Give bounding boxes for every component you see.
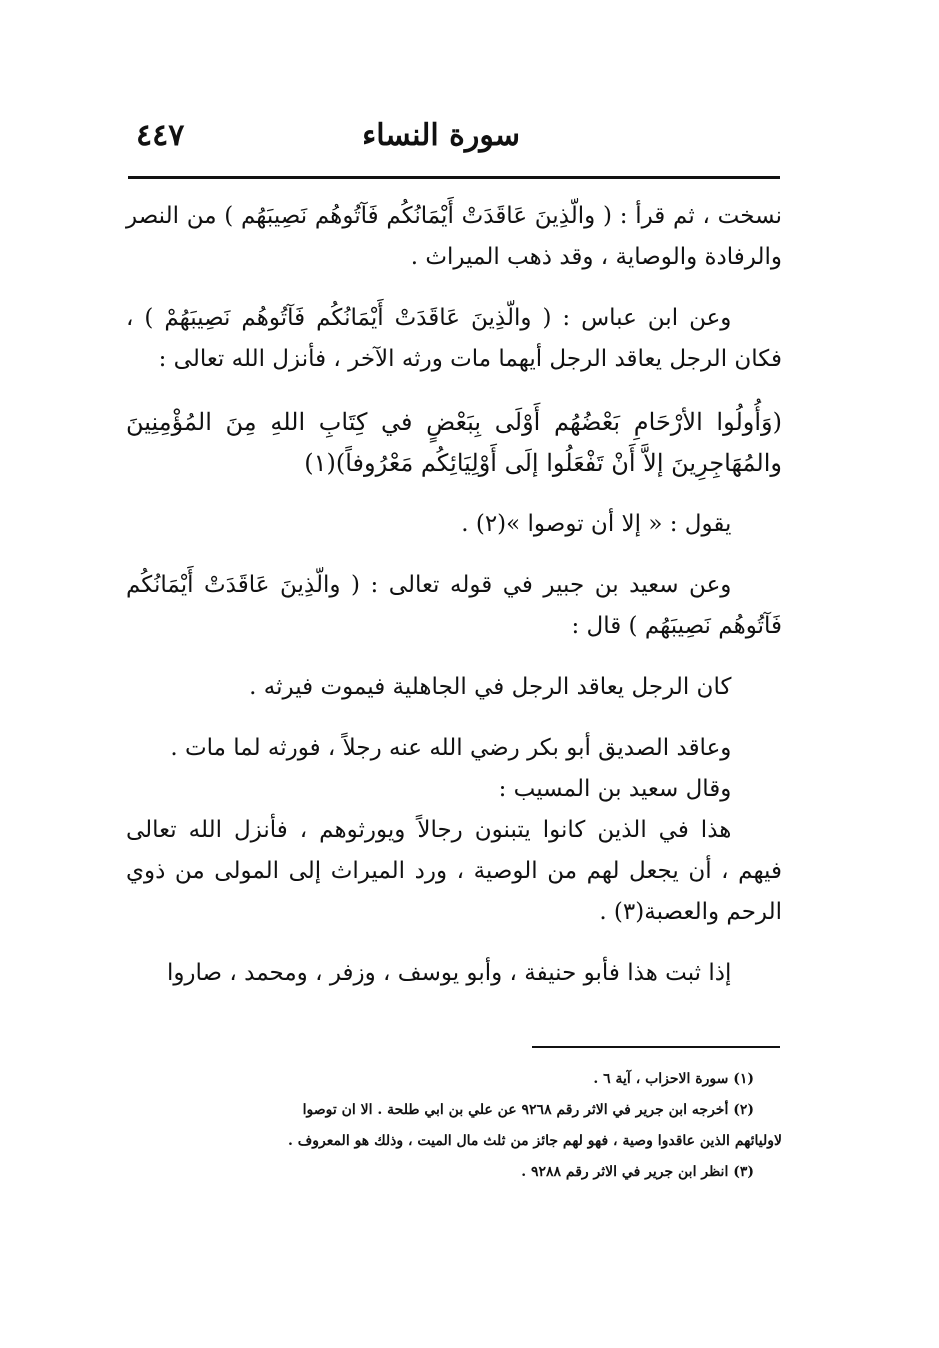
main-text (126, 196, 782, 994)
header-rule (128, 176, 780, 179)
paragraph-said-bin-jubayr: وعن سعيد بن جبير في قوله تعالى : ( والّذِينَ عَاقَدَتْ أَيْمَانُكُم فَآتُوهُم نَصِيبَهُم ) قال : (126, 572, 782, 639)
footnote-3: (٣) انظر ابن جرير في الاثر رقم ٩٢٨٨ . (521, 1164, 754, 1180)
paragraph-adoption: هذا في الذين كانوا يتبنون رجالاً ويورثوهم ، فأنزل الله تعالى فيهم ، أن يجعل لهم من الوصية ، ورد الميراث إلى المولى من ذوي الرحم والعصبة(٣) . (126, 817, 782, 925)
page-number: ٤٤٧ (136, 118, 185, 153)
paragraph-abu-bakr: وعاقد الصديق أبو بكر رضي الله عنه رجلاً ، فورثه لما مات . (170, 735, 732, 761)
footnote-2-continued: لاوليائهم الذين عاقدوا وصية ، فهو لهم جائز من ثلث مال الميت ، وذلك هو المعروف . (287, 1133, 782, 1149)
footnote-rule (532, 1046, 780, 1048)
paragraph-ibn-abbas: وعن ابن عباس : ( والّذِينَ عَاقَدَتْ أَيْمَانُكُم فَآتُوهُم نَصِيبَهُمْ ) ، فكان الرجل يعاقد الرجل أيهما مات ورثه الآخر ، فأنزل الله تعالى : (126, 305, 782, 372)
paragraph-abu-hanifa: إذا ثبت هذا فأبو حنيفة ، وأبو يوسف ، وزفر ، ومحمد ، صاروا (166, 960, 732, 986)
paragraph-quote-abrogation: نسخت ، ثم قرأ : ( والّذِينَ عَاقَدَتْ أَيْمَانُكُم فَآتُوهُم نَصِيبَهُم ) من النصر والرفادة والوصاية ، وقد ذهب الميراث . (126, 203, 782, 270)
footnote-2: (٢) أخرجه ابن جرير في الاثر رقم ٩٢٦٨ عن علي بن ابي طلحة . الا ان توصوا (302, 1102, 754, 1118)
paragraph-yaqul: يقول : « إلا أن توصوا »(٢) . (461, 511, 732, 537)
paragraph-jahiliyya: كان الرجل يعاقد الرجل في الجاهلية فيموت فيرثه . (249, 674, 732, 700)
paragraph-quran-verse: (وَأُولُوا الأرْحَامِ بَعْضُهُم أَوْلَى بِبَعْضٍ في كِتَابِ اللهِ مِنَ المُؤْمِنِينَ والمُهَاجِرِينَ إلاَّ أَنْ تَفْعَلُوا إلَى أَوْلِيَائِكُم مَعْرُوفاً)(١) (126, 408, 782, 477)
page-header (130, 118, 780, 162)
paragraph-said-bin-musayyab: وقال سعيد بن المسيب : (498, 776, 732, 802)
footnotes (112, 1064, 782, 1188)
footnote-1: (١) سورة الاحزاب ، آية ٦ . (593, 1071, 754, 1087)
surah-title: سورة النساء (362, 118, 520, 153)
